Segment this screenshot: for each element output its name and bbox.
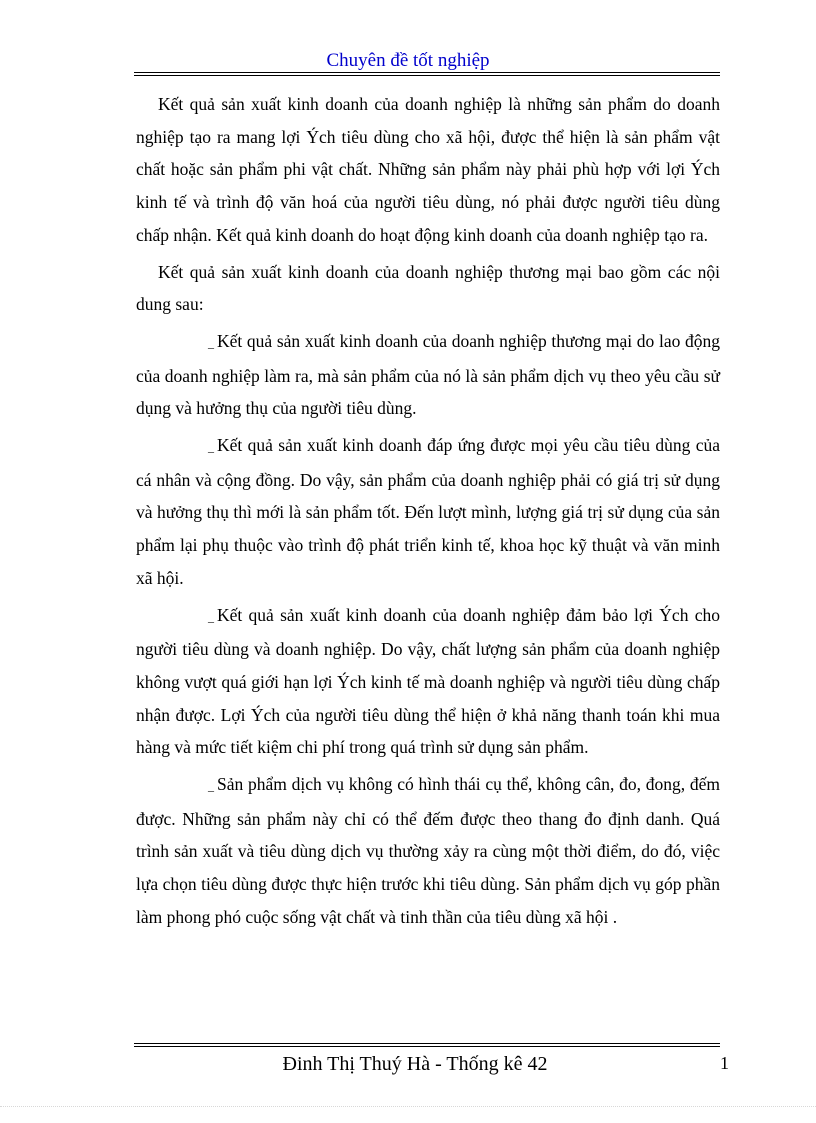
footer-author: Đinh Thị Thuý Hà - Thống kê 42 (282, 1053, 548, 1075)
bullet-text: Kết quả sản xuất kinh doanh của doanh nghiệp đảm bảo lợi Ých cho người tiêu dùng và doanh nghiệp. Do vậy, chất lượng sản phẩm của doanh nghiệp không vượt quá giới hạn lợi Ých kinh tế mà doanh nghiệp và người tiêu dùng chấp nhận được. Lợi Ých của người tiêu dùng thể hiện ở khả năng thanh toán khi mua hàng và mức tiết kiệm chi phí trong quá trình sử dụng sản phẩm. (136, 604, 720, 758)
bullet-text: Kết quả sản xuất kinh doanh của doanh nghiệp thương mại do lao động của doanh nghiệp làm ra, mà sản phẩm của nó là sản phẩm dịch vụ theo yêu cầu sử dụng và hưởng thụ của người tiêu dùng. (136, 330, 720, 419)
bullet-marker: _ (208, 440, 214, 455)
footer-divider (134, 1043, 720, 1047)
bullet-marker: _ (208, 779, 214, 794)
bullet-text: Sản phẩm dịch vụ không có hình thái cụ thể, không cân, đo, đong, đếm được. Những sản phẩm này chỉ có thể đếm được theo thang đo định danh. Quá trình sản xuất và tiêu dùng dịch vụ thường xảy ra cùng một thời điểm, do đó, việc lựa chọn tiêu dùng được thực hiện trước khi tiêu dùng. Sản phẩm dịch vụ góp phần làm phong phó cuộc sống vật chất và tinh thần của tiêu dùng xã hội . (136, 774, 720, 927)
bullet-text: Kết quả sản xuất kinh doanh đáp ứng được mọi yêu cầu tiêu dùng của cá nhân và cộng đồng. Do vậy, sản phẩm của doanh nghiệp phải có giá trị sử dụng và hưởng thụ thì mới là sản phẩm tốt. Đến lượt mình, lượng giá trị sử dụng của sản phẩm lại phụ thuộc vào trình độ phát triển kinh tế, khoa học kỹ thuật và văn minh xã hội. (136, 435, 720, 588)
paragraph-contents-lead: Kết quả sản xuất kinh doanh của doanh nghiệp thương mại bao gồm các nội dung sau: (136, 261, 720, 315)
bullet-paragraph (136, 599, 720, 765)
bullet-paragraph (136, 325, 720, 425)
bullet-marker: _ (208, 609, 214, 624)
page-header-title: Chuyên đề tốt nghiệp (326, 50, 490, 71)
page-bottom-border (0, 1106, 816, 1107)
bullet-paragraph (136, 768, 720, 934)
header-divider (134, 72, 720, 76)
document-body (136, 88, 720, 938)
paragraph-intro: Kết quả sản xuất kinh doanh của doanh nghiệp là những sản phẩm do doanh nghiệp tạo ra mang lợi Ých tiêu dùng cho xã hội, được thể hiện là sản phẩm vật chất hoặc sản phẩm phi vật chất. Những sản phẩm này phải phù hợp với lợi Ých kinh tế và trình độ văn hoá của người tiêu dùng, nó phải được người tiêu dùng chấp nhận. Kết quả kinh doanh do hoạt động kinh doanh của doanh nghiệp tạo ra. (136, 94, 720, 245)
bullet-marker: _ (208, 335, 214, 350)
page-number: 1 (720, 1053, 729, 1073)
bullet-paragraph (136, 429, 720, 595)
